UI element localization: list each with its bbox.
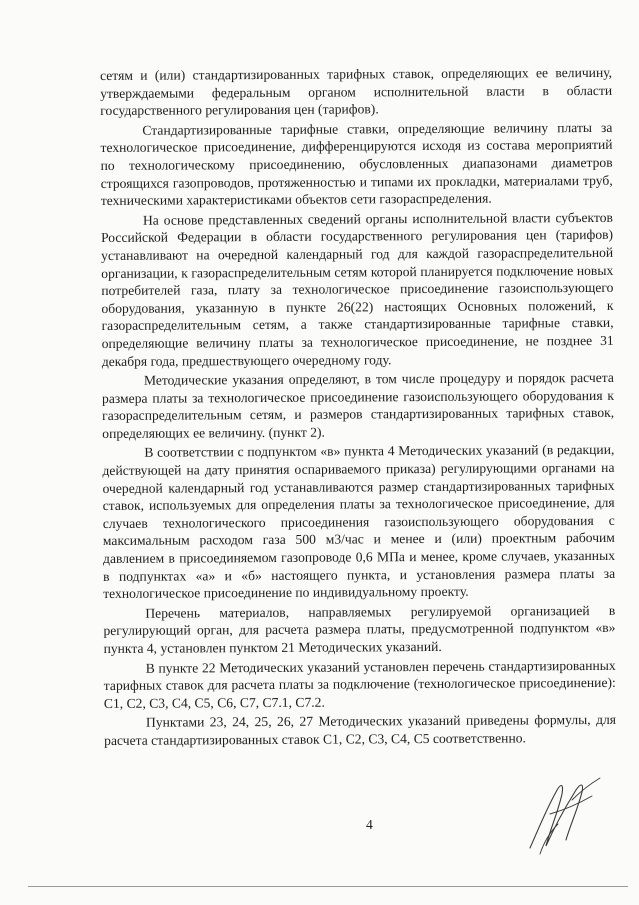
paragraph-2: Стандартизированные тарифные ставки, определяющие величину платы за технологическое присоединение, дифференцируются исходя из состава мероприятий по технологическому присоединению, обусловленных диапазонами диаметров строящихся газопроводов, протяженностью и типами их прокладки, материалами труб, техническими характеристиками объектов сети газораспределения. xyxy=(100,119,613,209)
document-body xyxy=(100,64,616,752)
handwritten-signature xyxy=(520,770,610,860)
paragraph-6: Перечень материалов, направляемых регулируемой организацией в регулирующий орган, для расчета размера платы, предусмотренной подпунктом «в» пункта 4, установлен пунктом 21 Методических указаний. xyxy=(103,602,616,656)
paragraph-4: Методические указания определяют, в том числе процедуру и порядок расчета размера платы за технологическое присоединение газоиспользующего оборудования к газораспределительным сетям, и размеров стандартизированных тарифных ставок, определяющих ее величину. (пункт 2). xyxy=(101,369,615,441)
paragraph-5: В соответствии с подпунктом «в» пункта 4 Методических указаний (в редакции, действующей на дату принятия оспариваемого приказа) регулирующими органами на очередной календарный год устанавливаются размер стандартизированных тарифных ставок, используемых для определения платы за технологическое присоединение, для случаев технологического присоединения газоиспользующего оборудования с максимальным расходом газа 500 м3/час и менее и (или) проектным рабочим давлением в присоединяемом газопроводе 0,6 МПа и менее, кроме случаев, указанных в подпунктах «а» и «б» настоящего пункта, и установления размера платы за технологическое присоединение по индивидуальному проекту. xyxy=(102,442,616,602)
paragraph-8: Пунктами 23, 24, 25, 26, 27 Методических указаний приведены формулы, для расчета стандартизированных ставок С1, С2, С3, С4, С5 соответственно. xyxy=(104,712,617,748)
page-bottom-edge xyxy=(28,886,628,887)
paragraph-1: сетям и (или) стандартизированных тарифных ставок, определяющих ее величину, утверждаемыми федеральным органом исполнительной власти в области государственного регулирования цен (тарифов). xyxy=(100,64,613,119)
page-number: 4 xyxy=(366,817,373,832)
paragraph-7: В пункте 22 Методических указаний установлен перечень стандартизированных тарифных ставок для расчета платы за подключение (технологическое присоединение): С1, С2, С3, С4, С5, С6, С7, С7.1, С7.2. xyxy=(103,657,616,711)
paragraph-3: На основе представленных сведений органы исполнительной власти субъектов Российской Федерации в области государственного регулирования цен (тарифов) устанавливают на очередной календарный год для каждой газораспределительной организации, к газораспределительным сетям которой планируется подключение новых потребителей газа, плату за технологическое присоединение газоиспользующего оборудования, указанную в пункте 26(22) настоящих Основных положений, к газораспределительным сетям, а также стандартизированные тарифные ставки, определяющие величину платы за технологическое присоединение, не позднее 31 декабря года, предшествующего очередному году. xyxy=(100,209,614,369)
